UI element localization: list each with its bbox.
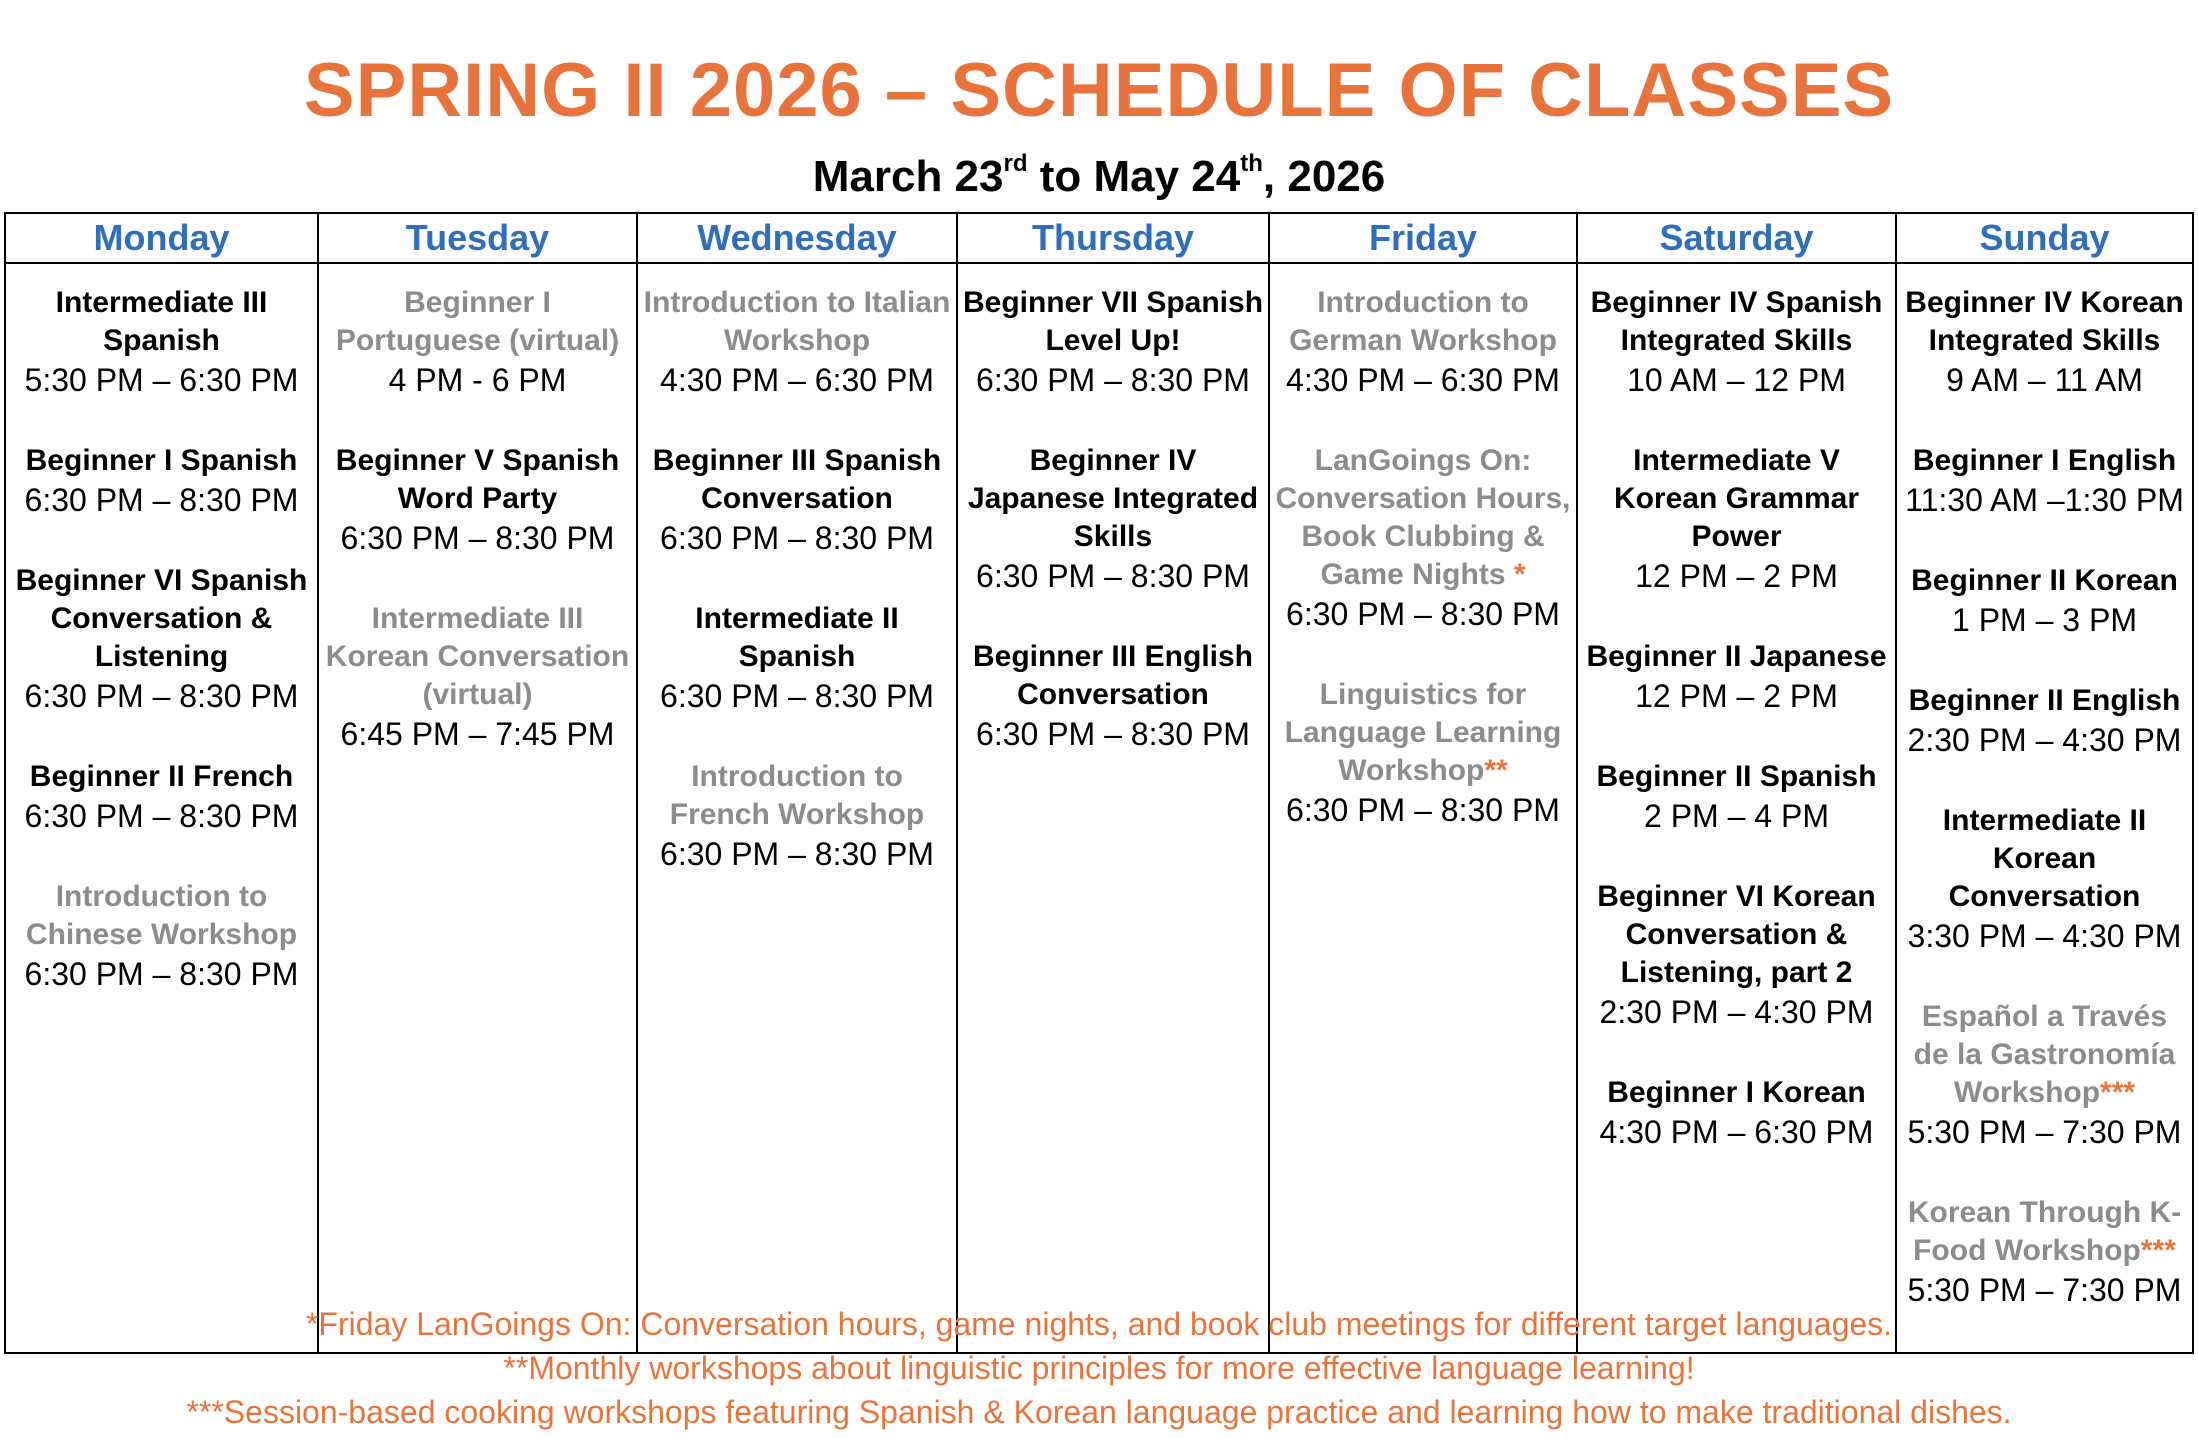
- class-name: [1582, 638, 1891, 676]
- class-entry: [10, 878, 313, 994]
- date-range: [0, 134, 2198, 207]
- class-name: [1274, 284, 1572, 360]
- date-range-year: , 2026: [1262, 152, 1386, 201]
- class-time: 6:30 PM – 8:30 PM: [24, 798, 299, 834]
- class-time: 5:30 PM – 7:30 PM: [1907, 1272, 2182, 1308]
- class-name: [962, 284, 1264, 360]
- class-entry: [642, 442, 952, 558]
- class-entry: [323, 442, 632, 558]
- footnotes: [0, 1302, 2198, 1434]
- class-name: [642, 600, 952, 676]
- class-entry: [962, 638, 1264, 754]
- class-entry: [1582, 878, 1891, 1032]
- class-name: [1582, 1074, 1891, 1112]
- class-entry: [1274, 442, 1572, 634]
- class-name-text: Beginner II French: [29, 760, 294, 793]
- class-name-text: Introduction to Italian Workshop: [643, 286, 951, 357]
- day-header-saturday: Saturday: [1577, 213, 1896, 263]
- footnote-2: **Monthly workshops about linguistic principles for more effective language learning!: [503, 1350, 1695, 1386]
- class-entry: [1901, 998, 2188, 1152]
- class-time: 6:30 PM – 8:30 PM: [1286, 596, 1560, 632]
- class-name-text: Beginner I English: [1912, 444, 2177, 477]
- class-name: [1274, 442, 1572, 594]
- class-name: [962, 442, 1264, 556]
- class-name-text: Intermediate V Korean Grammar Power: [1613, 444, 1860, 553]
- class-time: 9 AM – 11 AM: [1946, 362, 2143, 398]
- class-entry: [1582, 758, 1891, 836]
- class-entry: [1582, 442, 1891, 596]
- footnote-marker: **: [1484, 754, 1508, 787]
- day-column: [5, 263, 318, 1353]
- class-name: [1582, 442, 1891, 556]
- class-time: 6:30 PM – 8:30 PM: [24, 678, 299, 714]
- class-time: 2:30 PM – 4:30 PM: [1907, 722, 2182, 758]
- class-entry: [1901, 682, 2188, 760]
- class-entry: [1274, 676, 1572, 830]
- class-name: [323, 600, 632, 714]
- class-name: [1582, 284, 1891, 360]
- date-range-start: March 23: [812, 152, 1004, 201]
- day-column: [318, 263, 637, 1353]
- class-name-text: Beginner IV Spanish Integrated Skills: [1590, 286, 1883, 357]
- class-name-text: Linguistics for Language Learning Workshop: [1284, 678, 1562, 787]
- class-name-text: Introduction to Chinese Workshop: [25, 880, 298, 951]
- day-header-thursday: Thursday: [957, 213, 1269, 263]
- class-name: [1901, 1194, 2188, 1270]
- class-name: [1582, 758, 1891, 796]
- class-name: [1901, 284, 2188, 360]
- class-name: [10, 284, 313, 360]
- class-name: [323, 284, 632, 360]
- class-name: [10, 758, 313, 796]
- class-name-text: Beginner V Spanish Word Party: [335, 444, 620, 515]
- class-entry: [1901, 1194, 2188, 1310]
- class-name: [1901, 562, 2188, 600]
- class-entry: [962, 284, 1264, 400]
- class-entry: [323, 284, 632, 400]
- class-entry: [1582, 284, 1891, 400]
- class-name: [1901, 682, 2188, 720]
- class-entry: [962, 442, 1264, 596]
- class-entry: [10, 284, 313, 400]
- class-name-text: Beginner III English Conversation: [972, 640, 1254, 711]
- class-entry: [1901, 284, 2188, 400]
- date-range-start-suffix: rd: [1003, 150, 1028, 177]
- class-name-text: Korean Through K-Food Workshop: [1907, 1196, 2182, 1267]
- class-name: [10, 878, 313, 954]
- day-header-row: [5, 213, 2193, 263]
- class-entry: [642, 284, 952, 400]
- class-entry: [1901, 562, 2188, 640]
- class-name: [1582, 878, 1891, 992]
- class-name-text: Beginner III Spanish Conversation: [652, 444, 942, 515]
- class-name: [1274, 676, 1572, 790]
- day-header-friday: Friday: [1269, 213, 1577, 263]
- class-time: 6:30 PM – 8:30 PM: [660, 836, 934, 872]
- class-time: 6:30 PM – 8:30 PM: [660, 678, 934, 714]
- class-time: 11:30 AM –1:30 PM: [1905, 482, 2184, 518]
- class-time: 6:45 PM – 7:45 PM: [340, 716, 615, 752]
- class-name: [1901, 802, 2188, 916]
- page-title: SPRING II 2026 – SCHEDULE OF CLASSES: [303, 48, 1895, 133]
- class-name: [10, 562, 313, 676]
- class-time: 4:30 PM – 6:30 PM: [660, 362, 934, 398]
- class-entry: [10, 758, 313, 836]
- class-name-text: Beginner II Korean: [1911, 564, 2178, 597]
- class-entry: [642, 758, 952, 874]
- class-time: 12 PM – 2 PM: [1635, 678, 1838, 714]
- class-name: [642, 442, 952, 518]
- class-time: 6:30 PM – 8:30 PM: [976, 716, 1250, 752]
- class-name-text: Intermediate III Korean Conversation (virtual): [325, 602, 630, 711]
- class-name-text: Beginner VI Spanish Conversation & Listening: [15, 564, 308, 673]
- class-name-text: Beginner VI Korean Conversation & Listening, part 2: [1597, 880, 1876, 989]
- footnote-3: ***Session-based cooking workshops featuring Spanish & Korean language practice and learning how to make traditional dishes.: [186, 1394, 2012, 1430]
- class-time: 5:30 PM – 7:30 PM: [1907, 1114, 2182, 1150]
- class-name-text: Intermediate III Spanish: [55, 286, 268, 357]
- class-name-text: Intermediate II Korean Conversation: [1942, 804, 2147, 913]
- class-name-text: Beginner IV Korean Integrated Skills: [1905, 286, 2184, 357]
- class-time: 10 AM – 12 PM: [1627, 362, 1846, 398]
- class-name-text: LanGoings On: Conversation Hours, Book Clubbing & Game Nights: [1275, 444, 1571, 591]
- class-row: [5, 263, 2193, 1353]
- class-entry: [1274, 284, 1572, 400]
- date-range-end-suffix: th: [1240, 150, 1263, 177]
- class-name-text: Beginner IV Japanese Integrated Skills: [967, 444, 1259, 553]
- class-entry: [10, 442, 313, 520]
- class-time: 6:30 PM – 8:30 PM: [660, 520, 934, 556]
- class-entry: [1582, 1074, 1891, 1152]
- footnote-marker: *: [1505, 558, 1526, 591]
- class-time: 4 PM - 6 PM: [388, 362, 567, 398]
- class-time: 4:30 PM – 6:30 PM: [1599, 1114, 1874, 1150]
- class-name-text: Beginner II Japanese: [1586, 640, 1887, 673]
- footnote-1: *Friday LanGoings On: Conversation hours, game nights, and book club meetings for different target languages.: [305, 1306, 1893, 1342]
- class-time: 6:30 PM – 8:30 PM: [340, 520, 615, 556]
- class-time: 1 PM – 3 PM: [1952, 602, 2137, 638]
- day-column: [1577, 263, 1896, 1353]
- class-name: [962, 638, 1264, 714]
- class-time: 4:30 PM – 6:30 PM: [1286, 362, 1560, 398]
- footnote-marker: ***: [2100, 1076, 2136, 1109]
- class-name-text: Beginner II Spanish: [1596, 760, 1877, 793]
- class-name-text: Beginner I Portuguese (virtual): [335, 286, 620, 357]
- class-entry: [10, 562, 313, 716]
- day-column: [957, 263, 1269, 1353]
- class-name-text: Intermediate II Spanish: [695, 602, 899, 673]
- class-entry: [1901, 442, 2188, 520]
- day-header-sunday: Sunday: [1896, 213, 2193, 263]
- class-entry: [323, 600, 632, 754]
- class-name-text: Beginner I Spanish: [25, 444, 298, 477]
- footnote-marker: ***: [2140, 1234, 2176, 1267]
- class-time: 6:30 PM – 8:30 PM: [24, 482, 299, 518]
- class-time: 6:30 PM – 8:30 PM: [24, 956, 299, 992]
- schedule-table: [4, 212, 2194, 1354]
- class-name-text: Introduction to German Workshop: [1289, 286, 1557, 357]
- class-time: 2 PM – 4 PM: [1644, 798, 1829, 834]
- class-name: [642, 758, 952, 834]
- class-entry: [1582, 638, 1891, 716]
- class-name-text: Español a Través de la Gastronomía Workshop: [1913, 1000, 2176, 1109]
- class-name: [642, 284, 952, 360]
- class-name-text: Introduction to French Workshop: [669, 760, 925, 831]
- class-time: 6:30 PM – 8:30 PM: [976, 362, 1250, 398]
- class-name: [323, 442, 632, 518]
- class-name: [1901, 442, 2188, 480]
- class-time: 3:30 PM – 4:30 PM: [1907, 918, 2182, 954]
- class-time: 5:30 PM – 6:30 PM: [24, 362, 299, 398]
- day-header-tuesday: Tuesday: [318, 213, 637, 263]
- class-time: 6:30 PM – 8:30 PM: [976, 558, 1250, 594]
- day-column: [1896, 263, 2193, 1353]
- date-range-middle: to May 24: [1027, 152, 1241, 201]
- class-name: [1901, 998, 2188, 1112]
- class-name: [10, 442, 313, 480]
- class-name-text: Beginner I Korean: [1607, 1076, 1866, 1109]
- class-entry: [1901, 802, 2188, 956]
- day-header-monday: Monday: [5, 213, 318, 263]
- class-time: 12 PM – 2 PM: [1635, 558, 1838, 594]
- class-name-text: Beginner VII Spanish Level Up!: [962, 286, 1264, 357]
- class-time: 6:30 PM – 8:30 PM: [1286, 792, 1560, 828]
- day-column: [637, 263, 957, 1353]
- class-entry: [642, 600, 952, 716]
- class-time: 2:30 PM – 4:30 PM: [1599, 994, 1874, 1030]
- class-name-text: Beginner II English: [1908, 684, 2181, 717]
- day-column: [1269, 263, 1577, 1353]
- day-header-wednesday: Wednesday: [637, 213, 957, 263]
